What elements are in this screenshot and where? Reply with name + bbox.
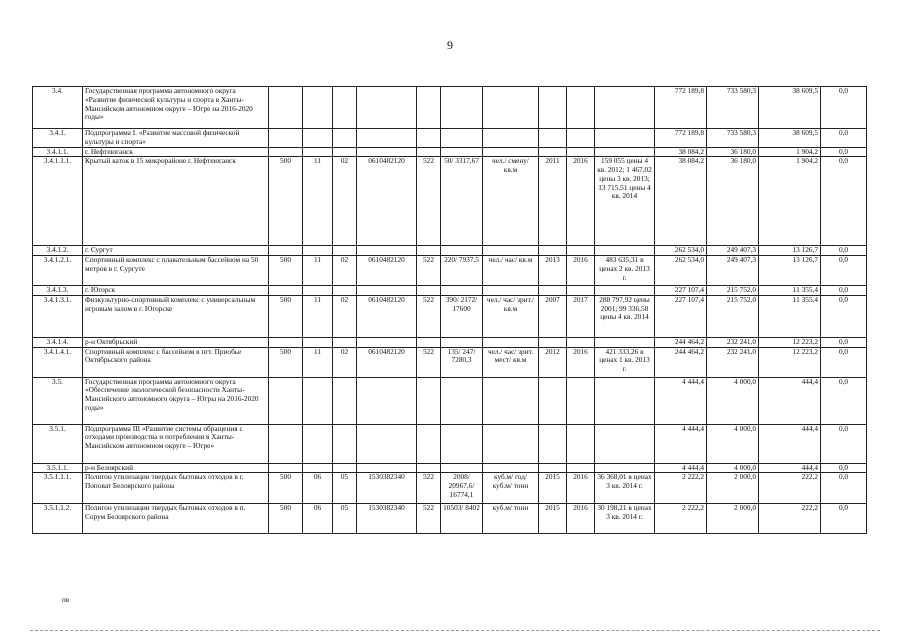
cell-csr: 0610482120 (357, 256, 417, 286)
page-number: 9 (447, 38, 453, 52)
cell-num: 3.4.1. (33, 129, 83, 148)
footer-code: пв (62, 596, 70, 604)
table-row (33, 347, 867, 377)
cell-unit: чел./ час/ кв.м (483, 256, 539, 286)
cell-num: 3.4. (33, 87, 83, 129)
cell-name: Полигон утилизации твердых бытовых отходов в г. Поповат Белоярского района (83, 473, 269, 504)
cell-end: 2016 (567, 473, 595, 504)
cell-y2: 13 126,7 (759, 246, 821, 256)
cell-unit: куб.м/ год/ куб.м/ тонн (483, 473, 539, 504)
cell-power (441, 87, 483, 129)
cell-total: 772 189,8 (655, 87, 707, 129)
cell-y3: 0,0 (821, 504, 867, 534)
table-row (33, 147, 867, 157)
cell-cost: 159 055 цены 4 кв. 2012; 1 467,02 цены 3 кв. 2013; 13 715,51 цены 4 кв. 2014 (595, 157, 655, 246)
cell-num: 3.5.1.1. (33, 463, 83, 473)
cell-y2: 1 904,2 (759, 147, 821, 157)
table-row (33, 129, 867, 148)
cell-total: 4 444,4 (655, 463, 707, 473)
cell-power (441, 377, 483, 424)
cell-csr: 0610482120 (357, 295, 417, 337)
cell-power (441, 246, 483, 256)
cell-y3: 0,0 (821, 286, 867, 296)
cell-pr: 02 (333, 347, 357, 377)
cell-end (567, 246, 595, 256)
cell-grbs: 500 (269, 157, 303, 246)
cell-csr (357, 246, 417, 256)
cell-name: Полигон утилизации твердых бытовых отходов в п. Сорум Белоярского района (83, 504, 269, 534)
cell-cost: 288 797,92 цены 2001; 99 336,58 цены 4 кв. 2014 (595, 295, 655, 337)
cell-csr (357, 147, 417, 157)
cell-unit: чел./ час/ зрит. мест/ кв.м (483, 347, 539, 377)
cell-csr: 1530382340 (357, 473, 417, 504)
cell-unit (483, 337, 539, 347)
cell-y3: 0,0 (821, 473, 867, 504)
cell-power: 2008/ 20967,6/ 16774,1 (441, 473, 483, 504)
cell-total: 227 107,4 (655, 295, 707, 337)
cell-pr (333, 246, 357, 256)
cell-name: р-н Белоярский (83, 463, 269, 473)
cell-y1: 215 752,0 (707, 295, 759, 337)
table-row (33, 256, 867, 286)
cell-end (567, 337, 595, 347)
cell-unit (483, 463, 539, 473)
cell-vr (417, 286, 441, 296)
cell-vr (417, 463, 441, 473)
cell-vr: 522 (417, 473, 441, 504)
cell-y3: 0,0 (821, 147, 867, 157)
cell-csr (357, 377, 417, 424)
cell-total: 227 107,4 (655, 286, 707, 296)
cell-rz (303, 337, 333, 347)
cell-start (539, 424, 567, 463)
cell-name: Государственная программа автономного округа «Развитие физической культуры и спорта в Ханты-Мансийском автономном округе – Югре на 2016-2020 годы» (83, 87, 269, 129)
cell-total: 262 534,0 (655, 246, 707, 256)
cell-start (539, 463, 567, 473)
cell-y1: 232 241,0 (707, 347, 759, 377)
cell-y2: 12 223,2 (759, 337, 821, 347)
cell-start: 2013 (539, 256, 567, 286)
cell-y3: 0,0 (821, 424, 867, 463)
cell-num: 3.4.1.1. (33, 147, 83, 157)
table-row (33, 424, 867, 463)
cell-y1: 2 000,0 (707, 504, 759, 534)
cell-vr: 522 (417, 157, 441, 246)
cell-rz: 06 (303, 473, 333, 504)
cell-y1: 733 580,3 (707, 129, 759, 148)
cell-pr: 02 (333, 157, 357, 246)
cell-unit (483, 147, 539, 157)
cell-total: 4 444,4 (655, 424, 707, 463)
cell-start (539, 129, 567, 148)
cell-cost: 30 198,21 в ценах 3 кв. 2014 г. (595, 504, 655, 534)
cell-total: 244 464,2 (655, 337, 707, 347)
cell-y1: 249 407,3 (707, 256, 759, 286)
cell-power (441, 337, 483, 347)
cell-end (567, 463, 595, 473)
cell-end: 2016 (567, 504, 595, 534)
cell-csr (357, 463, 417, 473)
cell-csr: 0610482120 (357, 157, 417, 246)
table-row (33, 377, 867, 424)
cell-grbs: 500 (269, 295, 303, 337)
cell-csr (357, 286, 417, 296)
cell-num: 3.5. (33, 377, 83, 424)
cell-grbs (269, 424, 303, 463)
cell-total: 2 222,2 (655, 473, 707, 504)
cell-y3: 0,0 (821, 256, 867, 286)
cell-grbs (269, 337, 303, 347)
cell-num: 3.4.1.2. (33, 246, 83, 256)
cell-y2: 13 126,7 (759, 256, 821, 286)
cell-pr: 05 (333, 504, 357, 534)
cell-unit (483, 377, 539, 424)
cell-total: 4 444,4 (655, 377, 707, 424)
cell-grbs (269, 246, 303, 256)
cell-csr (357, 337, 417, 347)
cell-rz: 11 (303, 347, 333, 377)
cell-pr (333, 463, 357, 473)
cell-vr (417, 129, 441, 148)
cell-end (567, 87, 595, 129)
cell-cost (595, 337, 655, 347)
cell-unit (483, 246, 539, 256)
cell-grbs (269, 463, 303, 473)
cell-y2: 11 355,4 (759, 295, 821, 337)
cell-y2: 444,4 (759, 424, 821, 463)
cell-name: г. Нефтеюганск (83, 147, 269, 157)
cell-end (567, 147, 595, 157)
cell-rz: 11 (303, 157, 333, 246)
cell-rz (303, 377, 333, 424)
cell-num: 3.5.1.1.1. (33, 473, 83, 504)
cell-cost (595, 87, 655, 129)
cell-vr (417, 147, 441, 157)
cell-num: 3.4.1.4.1. (33, 347, 83, 377)
cell-power: 390/ 2172/ 17600 (441, 295, 483, 337)
cell-rz (303, 87, 333, 129)
cell-unit (483, 286, 539, 296)
cell-vr (417, 424, 441, 463)
cell-total: 38 084,2 (655, 147, 707, 157)
cell-end: 2017 (567, 295, 595, 337)
cell-num: 3.4.1.2.1. (33, 256, 83, 286)
cell-grbs: 500 (269, 504, 303, 534)
cell-num: 3.4.1.4. (33, 337, 83, 347)
table-row (33, 87, 867, 129)
cell-unit: куб.м/ тонн (483, 504, 539, 534)
cell-y3: 0,0 (821, 129, 867, 148)
cell-rz (303, 424, 333, 463)
cell-y1: 215 752,0 (707, 286, 759, 296)
table-row (33, 157, 867, 246)
cell-vr: 522 (417, 256, 441, 286)
cell-power: 220/ 7937,5 (441, 256, 483, 286)
cell-y1: 249 407,3 (707, 246, 759, 256)
cell-y2: 38 609,5 (759, 129, 821, 148)
cell-y3: 0,0 (821, 157, 867, 246)
cell-vr: 522 (417, 295, 441, 337)
cell-csr: 0610482120 (357, 347, 417, 377)
cell-y1: 36 180,0 (707, 157, 759, 246)
cell-y2: 12 223,2 (759, 347, 821, 377)
cell-name: Подпрограмма III «Развитие системы обращения с отходами производства и потребления в Ханты-Мансийском автономном округе – Югре» (83, 424, 269, 463)
cell-csr: 1530382340 (357, 504, 417, 534)
cell-cost (595, 286, 655, 296)
cell-y2: 444,4 (759, 377, 821, 424)
cell-rz (303, 286, 333, 296)
cell-end: 2016 (567, 157, 595, 246)
cell-name: Физкультурно-спортивный комплекс с универсальным игровым залом в г. Югорске (83, 295, 269, 337)
cell-vr (417, 87, 441, 129)
cell-cost: 483 635,31 в ценах 2 кв. 2013 г. (595, 256, 655, 286)
cell-power: 50/ 3317,67 (441, 157, 483, 246)
cell-pr (333, 377, 357, 424)
cell-start (539, 246, 567, 256)
cell-start: 2012 (539, 347, 567, 377)
cell-unit (483, 424, 539, 463)
cell-csr (357, 424, 417, 463)
cell-rz: 11 (303, 256, 333, 286)
cell-y3: 0,0 (821, 463, 867, 473)
cell-pr (333, 129, 357, 148)
cell-total: 2 222,2 (655, 504, 707, 534)
cell-grbs (269, 286, 303, 296)
cell-end (567, 377, 595, 424)
cell-num: 3.4.1.3. (33, 286, 83, 296)
table-row (33, 473, 867, 504)
cell-start (539, 286, 567, 296)
cell-name: г. Сургут (83, 246, 269, 256)
cell-y2: 444,4 (759, 463, 821, 473)
table-row (33, 295, 867, 337)
cell-pr: 02 (333, 256, 357, 286)
cell-end: 2016 (567, 347, 595, 377)
cell-pr (333, 87, 357, 129)
cell-name: р-н Октябрьский (83, 337, 269, 347)
cell-start (539, 337, 567, 347)
cell-name: г. Югорск (83, 286, 269, 296)
cell-unit: чел./ час/ зрит./ кв.м (483, 295, 539, 337)
cell-name: Государственная программа автономного округа «Обеспечение экологической безопасности Ханты-Мансийского автономного округа – Югры на 2016-2020 годы» (83, 377, 269, 424)
cell-end (567, 424, 595, 463)
cell-unit (483, 129, 539, 148)
cell-y1: 36 180,0 (707, 147, 759, 157)
cell-cost (595, 129, 655, 148)
cell-num: 3.4.1.1.1. (33, 157, 83, 246)
cell-power (441, 424, 483, 463)
cell-total: 262 534,0 (655, 256, 707, 286)
cell-rz: 06 (303, 504, 333, 534)
cell-vr: 522 (417, 504, 441, 534)
cell-end (567, 286, 595, 296)
cell-grbs (269, 147, 303, 157)
cell-power (441, 147, 483, 157)
cell-start (539, 147, 567, 157)
cell-total: 244 464,2 (655, 347, 707, 377)
cell-csr (357, 129, 417, 148)
cell-y1: 232 241,0 (707, 337, 759, 347)
cell-start: 2007 (539, 295, 567, 337)
cell-vr (417, 377, 441, 424)
cell-y3: 0,0 (821, 377, 867, 424)
cell-start: 2015 (539, 473, 567, 504)
cell-num: 3.4.1.3.1. (33, 295, 83, 337)
cell-name: Крытый каток в 15 микрорайоне г. Нефтеюганск (83, 157, 269, 246)
cell-power (441, 129, 483, 148)
cell-unit (483, 87, 539, 129)
cell-total: 772 189,8 (655, 129, 707, 148)
cell-start (539, 377, 567, 424)
cell-power: 10503/ 8402 (441, 504, 483, 534)
cell-y3: 0,0 (821, 337, 867, 347)
cell-grbs: 500 (269, 347, 303, 377)
table-row (33, 286, 867, 296)
cell-cost (595, 424, 655, 463)
cell-y3: 0,0 (821, 295, 867, 337)
cell-pr (333, 147, 357, 157)
cell-pr (333, 286, 357, 296)
cell-total: 38 084,2 (655, 157, 707, 246)
cell-y1: 4 000,0 (707, 463, 759, 473)
cell-end (567, 129, 595, 148)
cell-start: 2011 (539, 157, 567, 246)
cell-cost: 421 333,26 в ценах 1 кв. 2013 г. (595, 347, 655, 377)
cell-rz (303, 147, 333, 157)
cell-cost: 36 368,01 в ценах 3 кв. 2014 г. (595, 473, 655, 504)
cell-pr: 02 (333, 295, 357, 337)
cell-end: 2016 (567, 256, 595, 286)
cell-power (441, 463, 483, 473)
cell-y1: 4 000,0 (707, 377, 759, 424)
cell-power: 135/ 247/ 7280,3 (441, 347, 483, 377)
page-bottom-edge (30, 630, 880, 631)
cell-rz (303, 129, 333, 148)
cell-y2: 1 904,2 (759, 157, 821, 246)
cell-unit: чел./ смену/ кв.м (483, 157, 539, 246)
cell-cost (595, 463, 655, 473)
cell-grbs (269, 377, 303, 424)
cell-pr: 05 (333, 473, 357, 504)
cell-start: 2015 (539, 504, 567, 534)
table-row (33, 246, 867, 256)
table-row (33, 337, 867, 347)
table-row (33, 463, 867, 473)
cell-grbs (269, 87, 303, 129)
cell-y1: 733 580,3 (707, 87, 759, 129)
cell-name: Спортивный комплекс с плавательным бассейном на 50 метров в г. Сургуте (83, 256, 269, 286)
cell-pr (333, 337, 357, 347)
cell-name: Спортивный комплекс с бассейном в пгт. Приобье Октябрьского района (83, 347, 269, 377)
cell-y3: 0,0 (821, 347, 867, 377)
cell-cost (595, 246, 655, 256)
table-row (33, 504, 867, 534)
cell-power (441, 286, 483, 296)
cell-cost (595, 377, 655, 424)
cell-y2: 38 609,5 (759, 87, 821, 129)
cell-rz (303, 246, 333, 256)
cell-vr: 522 (417, 347, 441, 377)
cell-y1: 4 000,0 (707, 424, 759, 463)
cell-rz (303, 463, 333, 473)
cell-vr (417, 337, 441, 347)
cell-num: 3.5.1. (33, 424, 83, 463)
cell-y3: 0,0 (821, 246, 867, 256)
cell-grbs: 500 (269, 256, 303, 286)
cell-pr (333, 424, 357, 463)
cell-y1: 2 000,0 (707, 473, 759, 504)
cell-csr (357, 87, 417, 129)
cell-grbs: 500 (269, 473, 303, 504)
cell-vr (417, 246, 441, 256)
objects-table (32, 86, 867, 534)
cell-start (539, 87, 567, 129)
cell-name: Подпрограмма I. «Развитие массовой физической культуры и спорта» (83, 129, 269, 148)
cell-y2: 11 355,4 (759, 286, 821, 296)
cell-rz: 11 (303, 295, 333, 337)
cell-num: 3.5.1.1.2. (33, 504, 83, 534)
cell-y3: 0,0 (821, 87, 867, 129)
cell-cost (595, 147, 655, 157)
cell-y2: 222,2 (759, 504, 821, 534)
cell-grbs (269, 129, 303, 148)
cell-y2: 222,2 (759, 473, 821, 504)
